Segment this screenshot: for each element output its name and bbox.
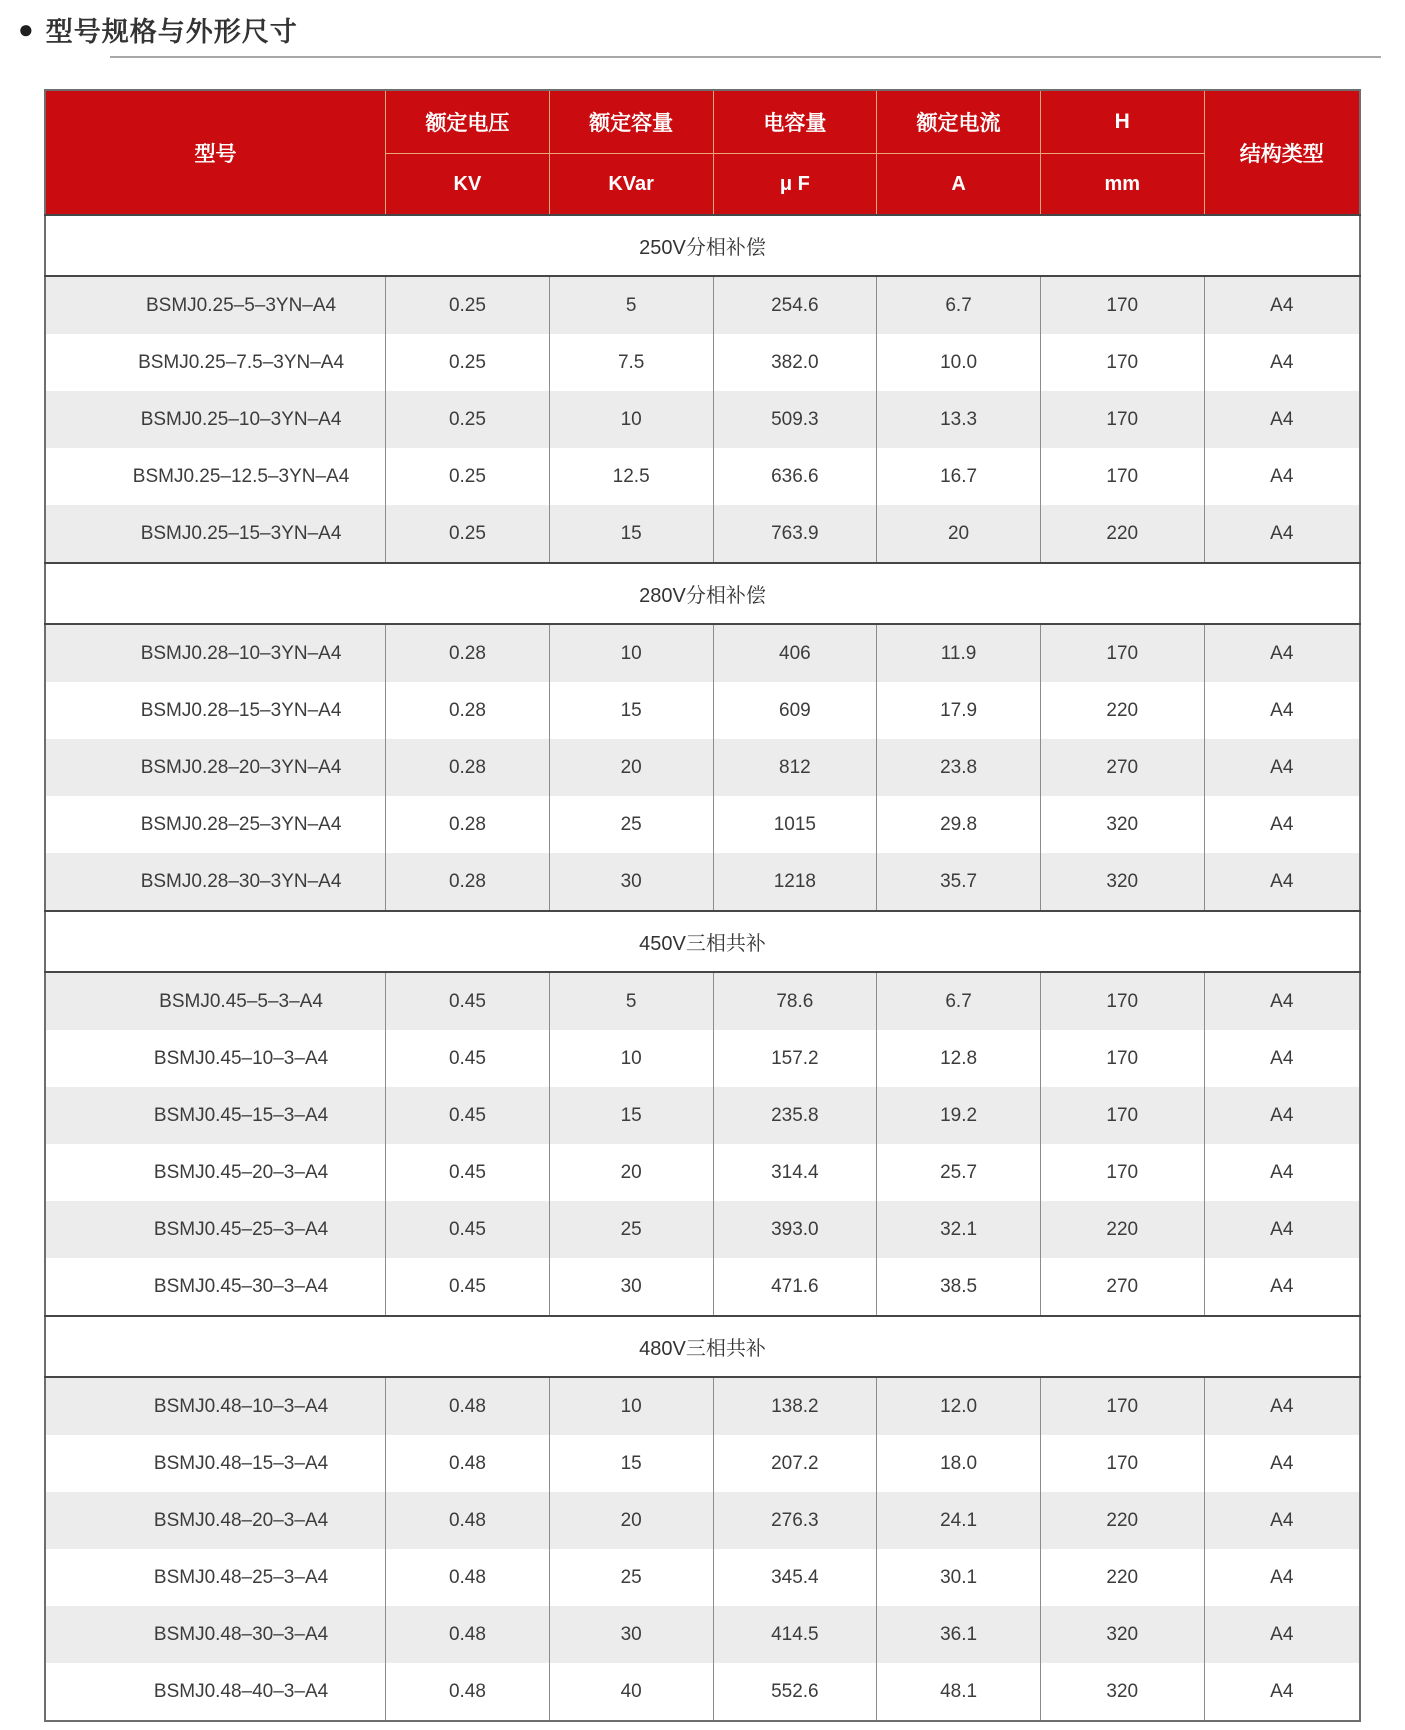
header-label-row bbox=[45, 90, 1360, 154]
col-header-rated-voltage: 额定电压 bbox=[386, 90, 550, 154]
model-cell: BSMJ0.28–10–3YN–A4 bbox=[45, 624, 386, 682]
value-cell: 220 bbox=[1040, 505, 1204, 563]
value-cell: 23.8 bbox=[877, 739, 1041, 796]
model-cell: BSMJ0.25–15–3YN–A4 bbox=[45, 505, 386, 563]
value-cell: 1218 bbox=[713, 853, 877, 911]
value-cell: 170 bbox=[1040, 334, 1204, 391]
model-cell: BSMJ0.48–25–3–A4 bbox=[45, 1549, 386, 1606]
col-header-structure-type: 结构类型 bbox=[1204, 90, 1360, 215]
value-cell: 12.5 bbox=[549, 448, 713, 505]
value-cell: 40 bbox=[549, 1663, 713, 1721]
value-cell: 393.0 bbox=[713, 1201, 877, 1258]
value-cell: 0.48 bbox=[386, 1549, 550, 1606]
value-cell: A4 bbox=[1204, 682, 1360, 739]
unit-kv: KV bbox=[386, 154, 550, 216]
value-cell: 10 bbox=[549, 624, 713, 682]
col-header-model: 型号 bbox=[45, 90, 386, 215]
value-cell: 0.45 bbox=[386, 972, 550, 1030]
value-cell: 0.48 bbox=[386, 1377, 550, 1435]
value-cell: 220 bbox=[1040, 682, 1204, 739]
value-cell: 13.3 bbox=[877, 391, 1041, 448]
model-cell: BSMJ0.45–20–3–A4 bbox=[45, 1144, 386, 1201]
value-cell: A4 bbox=[1204, 505, 1360, 563]
value-cell: 20 bbox=[549, 1144, 713, 1201]
model-cell: BSMJ0.45–25–3–A4 bbox=[45, 1201, 386, 1258]
value-cell: 20 bbox=[549, 739, 713, 796]
section-heading bbox=[18, 10, 1361, 48]
model-cell: BSMJ0.48–10–3–A4 bbox=[45, 1377, 386, 1435]
model-cell: BSMJ0.45–15–3–A4 bbox=[45, 1087, 386, 1144]
value-cell: 0.48 bbox=[386, 1663, 550, 1721]
section-header-row bbox=[45, 911, 1360, 972]
table-row bbox=[45, 624, 1360, 682]
value-cell: 7.5 bbox=[549, 334, 713, 391]
col-header-capacitance: 电容量 bbox=[713, 90, 877, 154]
value-cell: 10.0 bbox=[877, 334, 1041, 391]
bullet-icon: ● bbox=[18, 14, 34, 44]
value-cell: 170 bbox=[1040, 276, 1204, 334]
value-cell: 78.6 bbox=[713, 972, 877, 1030]
value-cell: 170 bbox=[1040, 391, 1204, 448]
value-cell: 763.9 bbox=[713, 505, 877, 563]
value-cell: A4 bbox=[1204, 1087, 1360, 1144]
section-title: 480V三相共补 bbox=[45, 1316, 1360, 1377]
value-cell: 25 bbox=[549, 1549, 713, 1606]
value-cell: 24.1 bbox=[877, 1492, 1041, 1549]
model-cell: BSMJ0.28–20–3YN–A4 bbox=[45, 739, 386, 796]
value-cell: 314.4 bbox=[713, 1144, 877, 1201]
unit-kvar: KVar bbox=[549, 154, 713, 216]
value-cell: 235.8 bbox=[713, 1087, 877, 1144]
model-cell: BSMJ0.28–30–3YN–A4 bbox=[45, 853, 386, 911]
table-row bbox=[45, 682, 1360, 739]
value-cell: 5 bbox=[549, 972, 713, 1030]
title-rule bbox=[110, 56, 1381, 58]
table-row bbox=[45, 1087, 1360, 1144]
model-cell: BSMJ0.45–10–3–A4 bbox=[45, 1030, 386, 1087]
table-row bbox=[45, 1549, 1360, 1606]
value-cell: A4 bbox=[1204, 334, 1360, 391]
table-row bbox=[45, 448, 1360, 505]
model-cell: BSMJ0.45–5–3–A4 bbox=[45, 972, 386, 1030]
value-cell: 30.1 bbox=[877, 1549, 1041, 1606]
value-cell: 609 bbox=[713, 682, 877, 739]
value-cell: 12.0 bbox=[877, 1377, 1041, 1435]
value-cell: 36.1 bbox=[877, 1606, 1041, 1663]
value-cell: 10 bbox=[549, 1030, 713, 1087]
model-cell: BSMJ0.25–7.5–3YN–A4 bbox=[45, 334, 386, 391]
table-row bbox=[45, 1030, 1360, 1087]
value-cell: 170 bbox=[1040, 1030, 1204, 1087]
value-cell: A4 bbox=[1204, 1144, 1360, 1201]
value-cell: 30 bbox=[549, 853, 713, 911]
value-cell: 15 bbox=[549, 1435, 713, 1492]
value-cell: 25 bbox=[549, 796, 713, 853]
value-cell: 15 bbox=[549, 505, 713, 563]
value-cell: 0.28 bbox=[386, 796, 550, 853]
value-cell: 16.7 bbox=[877, 448, 1041, 505]
value-cell: 320 bbox=[1040, 853, 1204, 911]
value-cell: 0.45 bbox=[386, 1144, 550, 1201]
value-cell: 32.1 bbox=[877, 1201, 1041, 1258]
value-cell: 10 bbox=[549, 391, 713, 448]
section-header-row bbox=[45, 215, 1360, 276]
table-row bbox=[45, 1377, 1360, 1435]
value-cell: A4 bbox=[1204, 1492, 1360, 1549]
value-cell: 0.48 bbox=[386, 1435, 550, 1492]
value-cell: 320 bbox=[1040, 1663, 1204, 1721]
value-cell: 276.3 bbox=[713, 1492, 877, 1549]
col-header-rated-current: 额定电流 bbox=[877, 90, 1041, 154]
value-cell: 0.25 bbox=[386, 448, 550, 505]
table-row bbox=[45, 972, 1360, 1030]
value-cell: A4 bbox=[1204, 1377, 1360, 1435]
value-cell: 170 bbox=[1040, 972, 1204, 1030]
value-cell: 0.45 bbox=[386, 1030, 550, 1087]
unit-mm: mm bbox=[1040, 154, 1204, 216]
table-row bbox=[45, 796, 1360, 853]
table-row bbox=[45, 853, 1360, 911]
model-cell: BSMJ0.28–15–3YN–A4 bbox=[45, 682, 386, 739]
value-cell: 320 bbox=[1040, 1606, 1204, 1663]
value-cell: 30 bbox=[549, 1258, 713, 1316]
table-row bbox=[45, 1144, 1360, 1201]
table-row bbox=[45, 739, 1360, 796]
value-cell: 0.48 bbox=[386, 1492, 550, 1549]
table-row bbox=[45, 334, 1360, 391]
value-cell: 1015 bbox=[713, 796, 877, 853]
value-cell: 15 bbox=[549, 1087, 713, 1144]
value-cell: 0.48 bbox=[386, 1606, 550, 1663]
value-cell: 19.2 bbox=[877, 1087, 1041, 1144]
value-cell: 170 bbox=[1040, 1087, 1204, 1144]
value-cell: 406 bbox=[713, 624, 877, 682]
section-header-row bbox=[45, 563, 1360, 624]
value-cell: 38.5 bbox=[877, 1258, 1041, 1316]
value-cell: 0.25 bbox=[386, 276, 550, 334]
value-cell: 0.28 bbox=[386, 624, 550, 682]
value-cell: 20 bbox=[877, 505, 1041, 563]
value-cell: A4 bbox=[1204, 1258, 1360, 1316]
value-cell: 20 bbox=[549, 1492, 713, 1549]
value-cell: A4 bbox=[1204, 1663, 1360, 1721]
value-cell: 30 bbox=[549, 1606, 713, 1663]
value-cell: 29.8 bbox=[877, 796, 1041, 853]
value-cell: A4 bbox=[1204, 853, 1360, 911]
value-cell: 0.28 bbox=[386, 682, 550, 739]
value-cell: 414.5 bbox=[713, 1606, 877, 1663]
value-cell: A4 bbox=[1204, 1435, 1360, 1492]
value-cell: A4 bbox=[1204, 624, 1360, 682]
value-cell: A4 bbox=[1204, 391, 1360, 448]
value-cell: A4 bbox=[1204, 972, 1360, 1030]
section-title: 450V三相共补 bbox=[45, 911, 1360, 972]
value-cell: 5 bbox=[549, 276, 713, 334]
value-cell: 207.2 bbox=[713, 1435, 877, 1492]
col-header-rated-capacity: 额定容量 bbox=[549, 90, 713, 154]
value-cell: A4 bbox=[1204, 796, 1360, 853]
value-cell: 12.8 bbox=[877, 1030, 1041, 1087]
table-row bbox=[45, 391, 1360, 448]
value-cell: 10 bbox=[549, 1377, 713, 1435]
unit-a: A bbox=[877, 154, 1041, 216]
model-cell: BSMJ0.25–5–3YN–A4 bbox=[45, 276, 386, 334]
value-cell: 48.1 bbox=[877, 1663, 1041, 1721]
value-cell: 552.6 bbox=[713, 1663, 877, 1721]
model-cell: BSMJ0.48–30–3–A4 bbox=[45, 1606, 386, 1663]
table-row bbox=[45, 1435, 1360, 1492]
value-cell: 18.0 bbox=[877, 1435, 1041, 1492]
value-cell: 25.7 bbox=[877, 1144, 1041, 1201]
value-cell: 471.6 bbox=[713, 1258, 877, 1316]
value-cell: 270 bbox=[1040, 739, 1204, 796]
value-cell: 138.2 bbox=[713, 1377, 877, 1435]
value-cell: 220 bbox=[1040, 1201, 1204, 1258]
value-cell: 157.2 bbox=[713, 1030, 877, 1087]
value-cell: 0.25 bbox=[386, 391, 550, 448]
table-row bbox=[45, 1606, 1360, 1663]
value-cell: A4 bbox=[1204, 1201, 1360, 1258]
value-cell: 25 bbox=[549, 1201, 713, 1258]
value-cell: 17.9 bbox=[877, 682, 1041, 739]
table-row bbox=[45, 1201, 1360, 1258]
table-row bbox=[45, 505, 1360, 563]
model-cell: BSMJ0.25–12.5–3YN–A4 bbox=[45, 448, 386, 505]
value-cell: 11.9 bbox=[877, 624, 1041, 682]
value-cell: 170 bbox=[1040, 1435, 1204, 1492]
value-cell: A4 bbox=[1204, 448, 1360, 505]
section-title: 250V分相补偿 bbox=[45, 215, 1360, 276]
model-cell: BSMJ0.28–25–3YN–A4 bbox=[45, 796, 386, 853]
model-cell: BSMJ0.25–10–3YN–A4 bbox=[45, 391, 386, 448]
value-cell: 636.6 bbox=[713, 448, 877, 505]
model-cell: BSMJ0.48–40–3–A4 bbox=[45, 1663, 386, 1721]
value-cell: 170 bbox=[1040, 1377, 1204, 1435]
page-title: 型号规格与外形尺寸 bbox=[45, 16, 298, 47]
value-cell: 170 bbox=[1040, 448, 1204, 505]
value-cell: 15 bbox=[549, 682, 713, 739]
spec-table bbox=[44, 89, 1361, 1722]
table-row bbox=[45, 1663, 1360, 1721]
value-cell: 220 bbox=[1040, 1549, 1204, 1606]
value-cell: 345.4 bbox=[713, 1549, 877, 1606]
model-cell: BSMJ0.45–30–3–A4 bbox=[45, 1258, 386, 1316]
table-row bbox=[45, 276, 1360, 334]
value-cell: A4 bbox=[1204, 1030, 1360, 1087]
value-cell: 6.7 bbox=[877, 972, 1041, 1030]
table-body bbox=[45, 215, 1360, 1721]
value-cell: 0.28 bbox=[386, 739, 550, 796]
section-header-row bbox=[45, 1316, 1360, 1377]
section-title: 280V分相补偿 bbox=[45, 563, 1360, 624]
table-row bbox=[45, 1492, 1360, 1549]
value-cell: 320 bbox=[1040, 796, 1204, 853]
value-cell: 35.7 bbox=[877, 853, 1041, 911]
table-header bbox=[45, 90, 1360, 215]
value-cell: A4 bbox=[1204, 739, 1360, 796]
value-cell: 0.45 bbox=[386, 1201, 550, 1258]
value-cell: 170 bbox=[1040, 1144, 1204, 1201]
value-cell: A4 bbox=[1204, 1549, 1360, 1606]
value-cell: 509.3 bbox=[713, 391, 877, 448]
value-cell: A4 bbox=[1204, 276, 1360, 334]
value-cell: 0.45 bbox=[386, 1258, 550, 1316]
value-cell: 812 bbox=[713, 739, 877, 796]
value-cell: 220 bbox=[1040, 1492, 1204, 1549]
value-cell: 0.25 bbox=[386, 505, 550, 563]
value-cell: 170 bbox=[1040, 624, 1204, 682]
model-cell: BSMJ0.48–20–3–A4 bbox=[45, 1492, 386, 1549]
value-cell: 270 bbox=[1040, 1258, 1204, 1316]
value-cell: 0.28 bbox=[386, 853, 550, 911]
unit-uf: μ F bbox=[713, 154, 877, 216]
value-cell: 382.0 bbox=[713, 334, 877, 391]
value-cell: 0.45 bbox=[386, 1087, 550, 1144]
value-cell: 0.25 bbox=[386, 334, 550, 391]
model-cell: BSMJ0.48–15–3–A4 bbox=[45, 1435, 386, 1492]
value-cell: 6.7 bbox=[877, 276, 1041, 334]
table-row bbox=[45, 1258, 1360, 1316]
value-cell: 254.6 bbox=[713, 276, 877, 334]
value-cell: A4 bbox=[1204, 1606, 1360, 1663]
col-header-height: H bbox=[1040, 90, 1204, 154]
